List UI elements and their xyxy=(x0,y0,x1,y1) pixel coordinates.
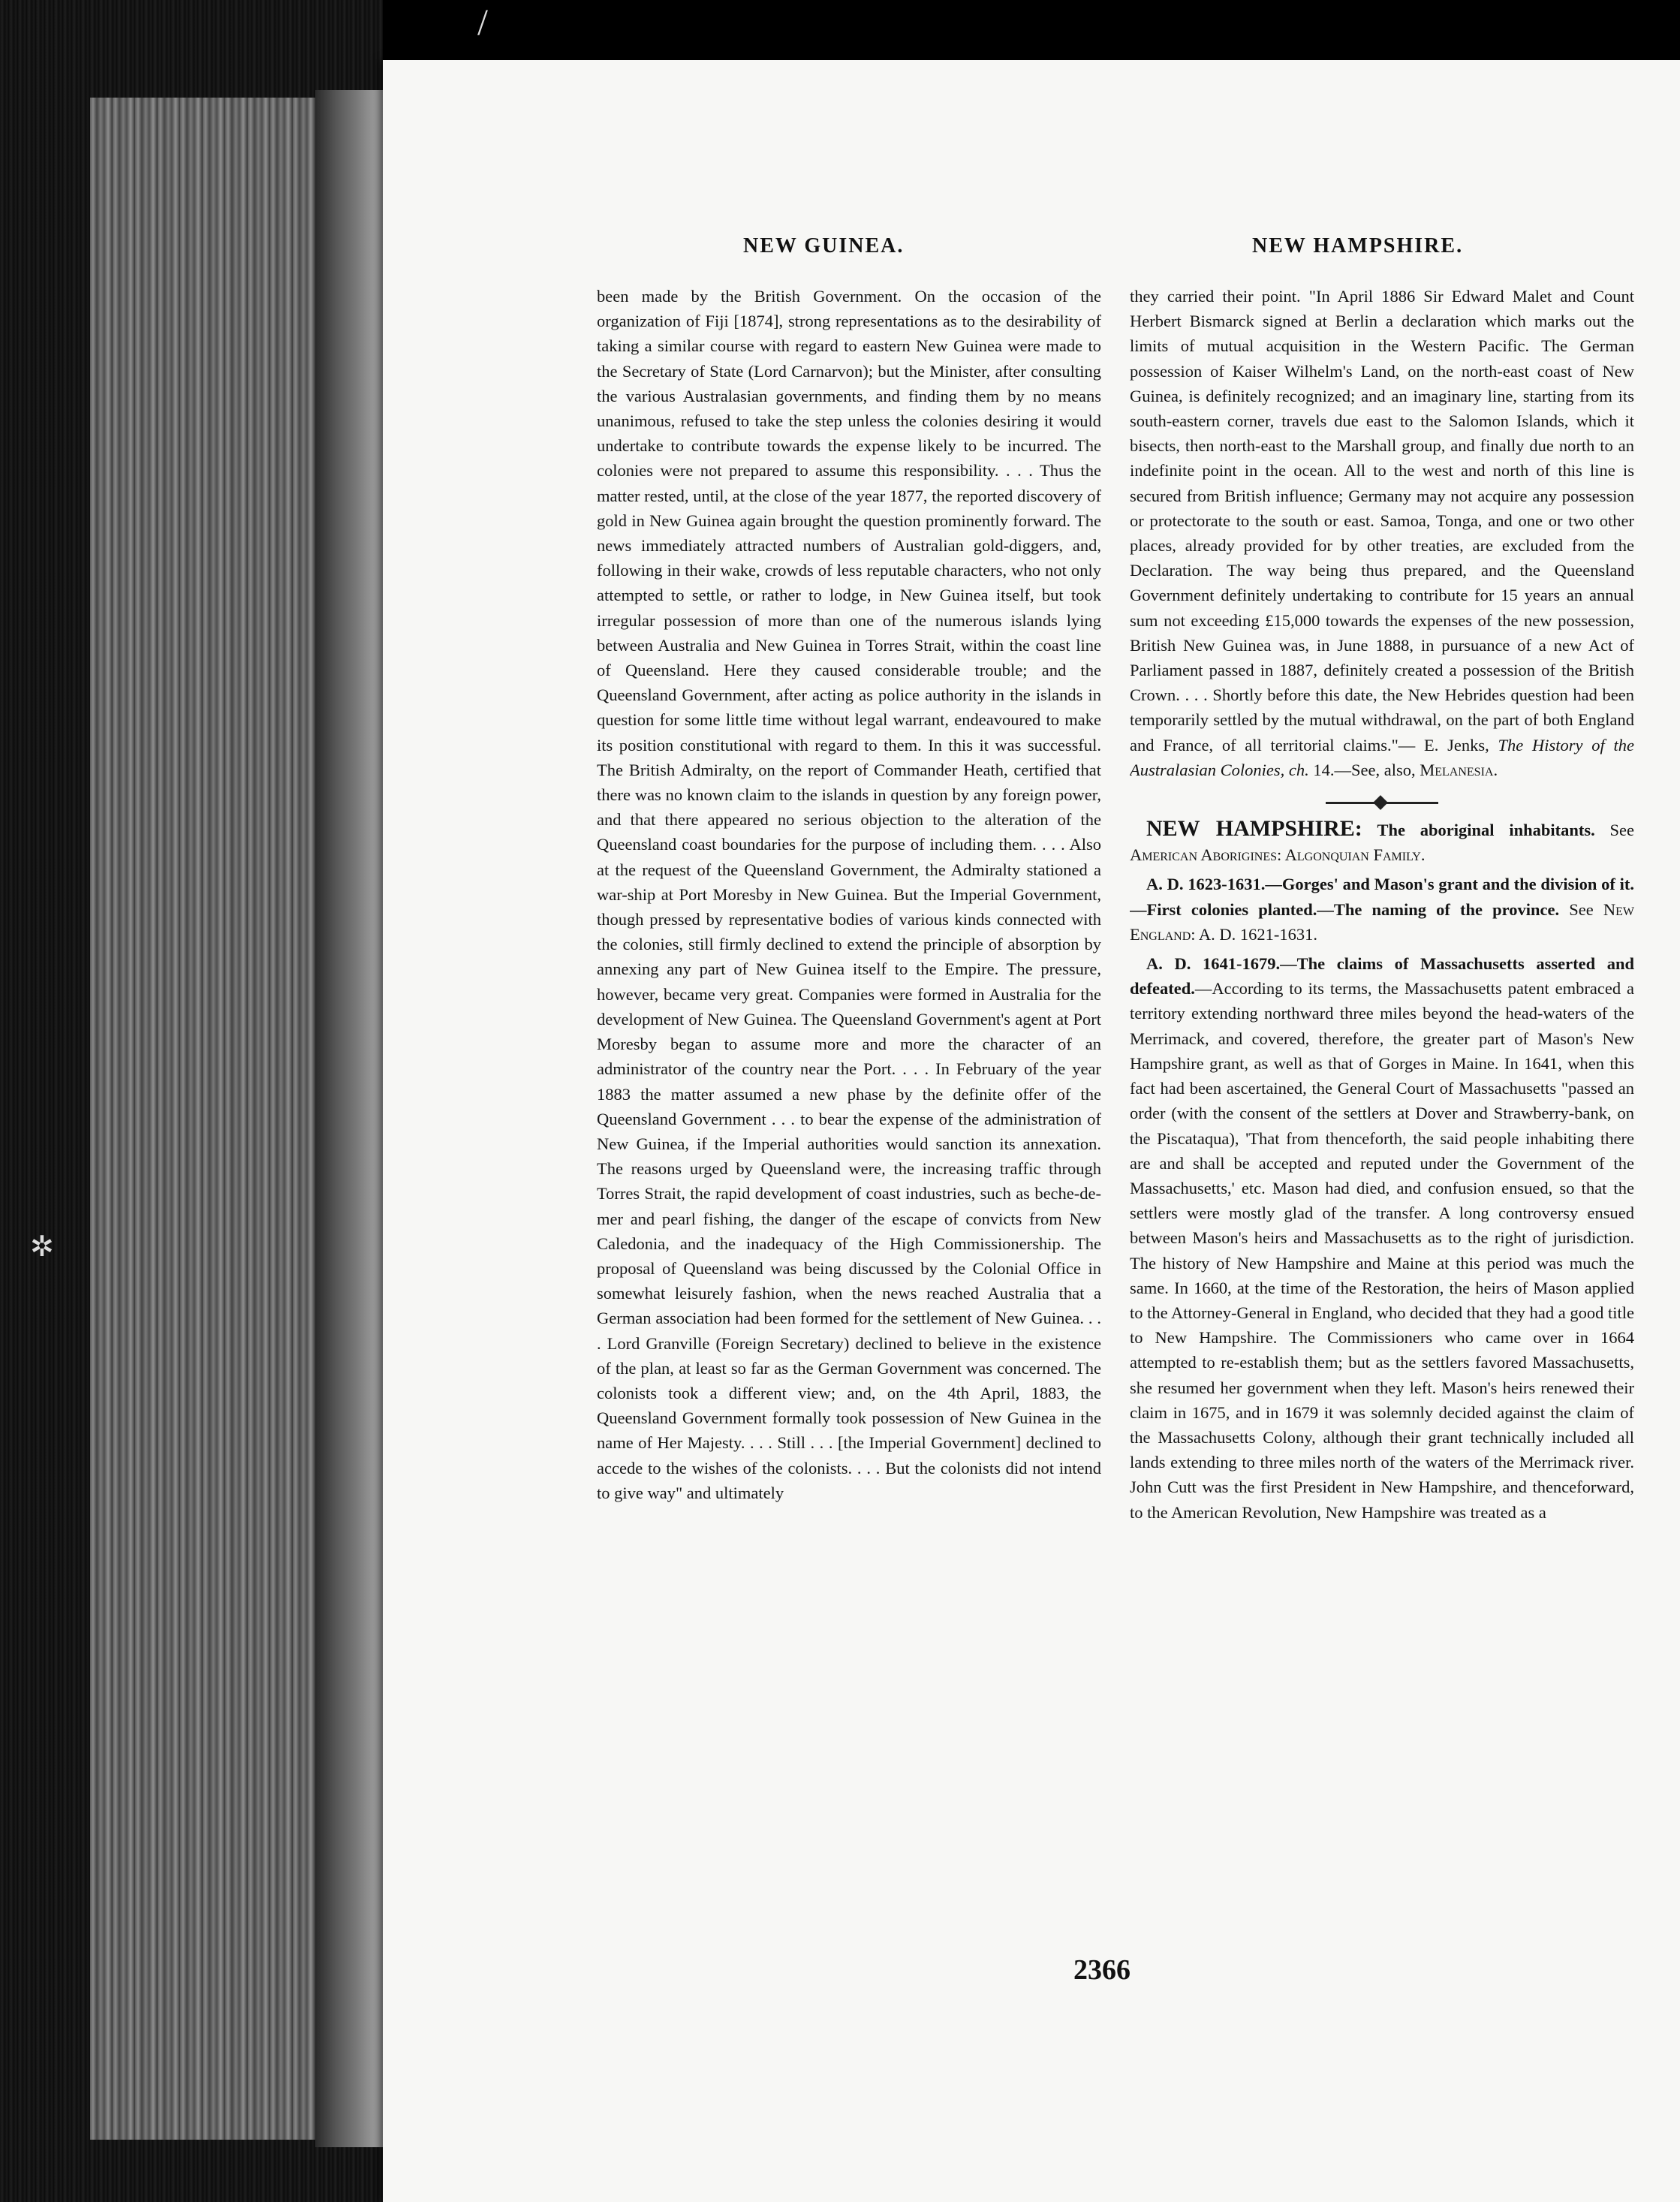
running-head-left: NEW GUINEA. xyxy=(743,234,905,258)
entry-1623-1631 xyxy=(1130,872,1634,947)
section-divider xyxy=(1326,802,1438,804)
citation-title: The History of the Australasian Colonies, ch. xyxy=(1130,735,1634,779)
entry-heading-1641: A. D. 1641-1679.—The claims of Massachusetts asserted and defeated. xyxy=(1130,954,1634,999)
cross-reference-link[interactable]: American Aborigines: Algonquian Family. xyxy=(1130,845,1426,865)
scan-binding-strip xyxy=(90,98,353,2140)
entry-subheading: The aboriginal inhabitants. xyxy=(1377,821,1595,840)
cross-reference-link[interactable]: New England: A. D. 1621-1631. xyxy=(1130,899,1634,944)
see-label: See xyxy=(1609,821,1634,840)
entry-heading-1623: A. D. 1623-1631.—Gorges' and Mason's grant and the division of it.—First colonies planted.—The naming of the province. xyxy=(1130,875,1634,919)
running-head-right: NEW HAMPSHIRE. xyxy=(1252,234,1464,258)
scan-page-edge xyxy=(315,90,383,2147)
entry-heading-new-hampshire: NEW HAMPSHIRE: xyxy=(1146,816,1362,842)
citation-see-link[interactable]: Melanesia. xyxy=(1420,760,1498,779)
scan-artifact-blot: ✲ xyxy=(30,1231,54,1263)
entry-1641-1679 xyxy=(1130,951,1634,1525)
page-number: 2366 xyxy=(1073,1954,1131,1986)
right-column xyxy=(1130,284,1634,1943)
right-column-intro xyxy=(1130,284,1634,782)
entry-aborigines xyxy=(1130,816,1634,867)
entry-body-1641: —According to its terms, the Massachusetts patent embraced a territory extending northward three miles beyond the head-waters of the Merrimack, and covered, therefore, the greater part of Mason's New Hampshire grant, as well as that of Gorges in Maine. In 1641, when this fact had been ascertained, the General Court of Massachusetts "passed an order (with the consent of the settlers at Dover and Strawberry-bank, on the Piscataqua), 'That from thenceforth, the said people inhabiting there are and shall be accepted and reputed under the Government of the Massachusetts,' etc. Mason had died, and confusion ensued, so that the settlers were mostly glad of the transfer. A long controversy ensued between Mason's heirs and Massachusetts as to the right of jurisdiction. The history of New Hampshire and Maine at this period was much the same. In 1660, at the time of the Restoration, the heirs of Mason applied to the Attorney-General in England, who decided that they had a good title to New Hampshire. The Commissioners who came over in 1664 attempted to re-establish them; but as the settlers favored Massachusetts, she resumed her government when they left. Mason's heirs renewed their claim in 1675, and in 1679 it was solemnly decided against the claim of the Massachusetts Colony, although their grant technically included all lands extending to three miles north of the waters of the Merrimack river. John Cutt was the first President in New Hampshire, and thenceforward, to the American Revolution, New Hampshire was treated as a xyxy=(1130,979,1634,1522)
book-page xyxy=(383,60,1680,2202)
scan-artifact-mark: / xyxy=(477,1,488,43)
see-label: See xyxy=(1569,899,1594,919)
citation-ref: 14.—See, also, xyxy=(1313,760,1416,779)
intro-text: they carried their point. "In April 1886 Sir Edward Malet and Count Herbert Bismarck signed at Berlin a declaration which marks out the limits of mutual acquisition in the Western Pacific. The German possession of Kaiser Wilhelm's Land, on the north-east coast of New Guinea, is definitely recognized; and an imaginary line, starting from its south-eastern corner, travels due east to the Salomon Islands, which it bisects, then north-east to the Marshall group, and finally due north to an indefinite point in the ocean. All to the west and north of this line is secured from British influence; Germany may not acquire any possession or protectorate to the south or east. Samoa, Tonga, and one or two other places, already provided for by other treaties, are excluded from the Declaration. The way being thus prepared, and the Queensland Government definitely undertaking to contribute for 15 years an annual sum not exceeding £15,000 towards the expenses of the new possession, British New Guinea was, in June 1888, in pursuance of a new Act of Parliament passed in 1887, definitely created a possession of the British Crown. . . . Shortly before this date, the New Hebrides question had been temporarily settled by the mutual withdrawal, on the part of both England and France, of all territorial claims."— xyxy=(1130,287,1634,755)
left-column-text: been made by the British Government. On the occasion of the organization of Fiji [1874], strong representations as to the desirability of taking a similar course with regard to eastern New Guinea were made to the Secretary of State (Lord Carnarvon); but the Minister, after consulting the various Australasian governments, and finding them by no means unanimous, refused to take the step unless the colonies desiring it would undertake to contribute towards the expense likely to be incurred. The colonies were not prepared to assume this responsibility. . . . Thus the matter rested, until, at the close of the year 1877, the reported discovery of gold in New Guinea again brought the question prominently forward. The news immediately attracted numbers of Australian gold-diggers, and, following in their wake, crowds of less reputable characters, who not only attempted to settle, or rather to lodge, in New Guinea itself, but took irregular possession of more than one of the numerous islands lying between Australia and New Guinea in Torres Strait, within the coast line of Queensland. Here they caused considerable trouble; and the Queensland Government, after acting as police authority in the islands in question for some little time without legal warrant, endeavoured to make its position constitutional with regard to them. In this it was successful. The British Admiralty, on the report of Commander Heath, certified that there was no known claim to the islands in question by any foreign power, and that there appeared no serious objection to the alteration of the Queensland coast boundaries for the purpose of including them. . . . Also at the request of the Queensland Government, the Admiralty stationed a war-ship at Port Moresby in New Guinea. But the Imperial Government, though pressed by representative bodies of various kinds connected with the colonies, still firmly declined to extend the principle of absorption by annexing any part of New Guinea itself to the Empire. The pressure, however, became very great. Companies were formed in Australia for the development of New Guinea. The Queensland Government's agent at Port Moresby began to assume more and more the character of an administrator of the country near the Port. . . . In February of the year 1883 the matter assumed a new phase by the definite offer of the Queensland Government . . . to bear the expense of the administration of New Guinea, if the Imperial authorities would sanction its annexation. The reasons urged by Queensland were, the increasing traffic through Torres Strait, the rapid development of coast industries, such as beche-de-mer and pearl fishing, the danger of the escape of convicts from New Caledonia, and the inadequacy of the High Commissionership. The proposal of Queensland was being discussed by the Colonial Office in somewhat leisurely fashion, when the news reached Australia that a German association had been formed for the settlement of New Guinea. . . . Lord Granville (Foreign Secretary) declined to believe in the existence of the plan, at least so far as the German Government was concerned. The colonists took a different view; and, on the 4th April, 1883, the Queensland Government formally took possession of New Guinea in the name of Her Majesty. . . . Still . . . [the Imperial Government] declined to accede to the wishes of the colonists. . . . But the colonists did not intend to give way" and ultimately xyxy=(597,287,1101,1502)
left-column xyxy=(597,284,1101,1943)
citation-author: E. Jenks, xyxy=(1424,735,1489,755)
